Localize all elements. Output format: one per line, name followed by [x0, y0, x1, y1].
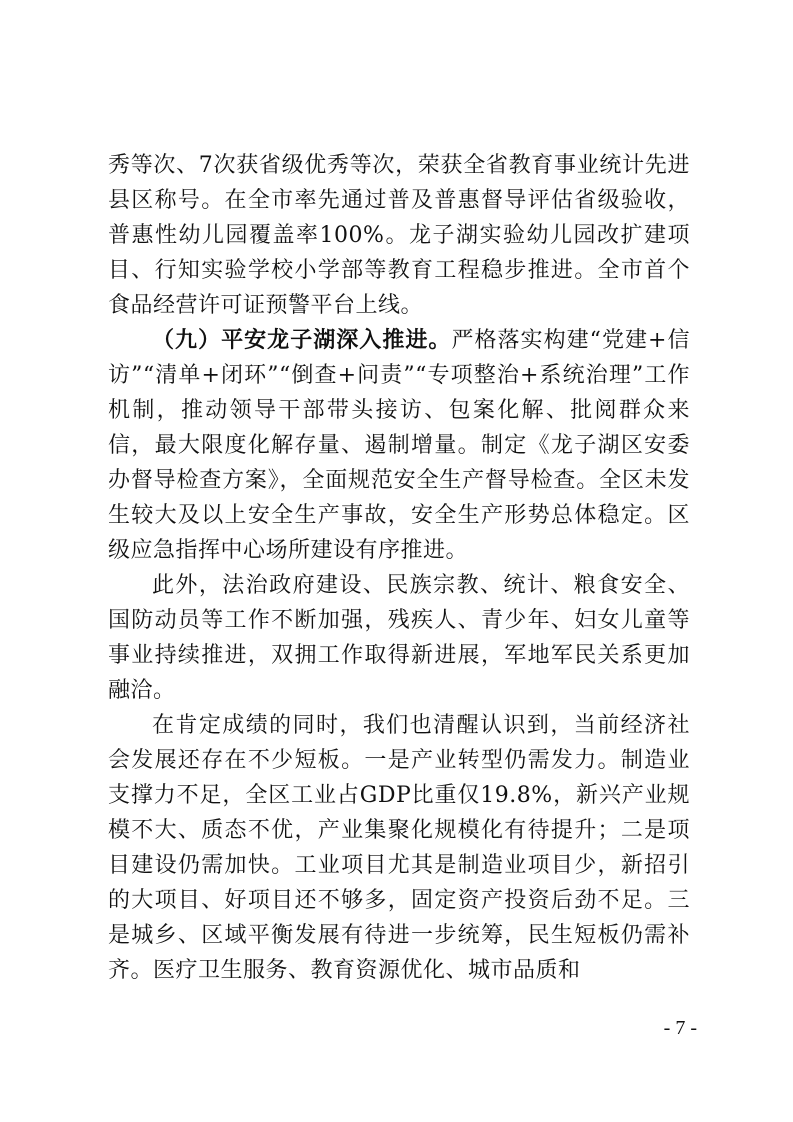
- paragraph-other-work: [108, 568, 690, 708]
- page-number: - 7 -: [663, 1017, 697, 1039]
- paragraph-education-continued: [108, 148, 690, 323]
- paragraph-public-safety: [108, 323, 690, 568]
- paragraph-shortcomings: [108, 708, 690, 988]
- document-page: [108, 148, 690, 988]
- paragraph-text: 秀等次、7次获省级优秀等次，荣获全省教育事业统计先进县区称号。在全市率先通过普及普惠督导评估省级验收，普惠性幼儿园覆盖率100%。龙子湖实验幼儿园改扩建项目、行知实验学校小学部等教育工程稳步推进。全市首个食品经营许可证预警平台上线。: [108, 153, 690, 318]
- paragraph-text: 在肯定成绩的同时，我们也清醒认识到，当前经济社会发展还存在不少短板。一是产业转型仍需发力。制造业支撑力不足，全区工业占GDP比重仅19.8%，新兴产业规模不大、质态不优，产业集聚化规模化有待提升；二是项目建设仍需加快。工业项目尤其是制造业项目少，新招引的大项目、好项目还不够多，固定资产投资后劲不足。三是城乡、区域平衡发展有待进一步统筹，民生短板仍需补齐。医疗卫生服务、教育资源优化、城市品质和: [108, 713, 690, 983]
- paragraph-text: 此外，法治政府建设、民族宗教、统计、粮食安全、国防动员等工作不断加强，残疾人、青少年、妇女儿童等事业持续推进，双拥工作取得新进展，军地军民关系更加融洽。: [108, 573, 690, 703]
- paragraph-text: 严格落实构建“党建+信访”“清单+闭环”“倒查+问责”“专项整治+系统治理”工作机制，推动领导干部带头接访、包案化解、批阅群众来信，最大限度化解存量、遏制增量。制定《龙子湖区安委办督导检查方案》，全面规范安全生产督导检查。全区未发生较大及以上安全生产事故，安全生产形势总体稳定。区级应急指挥中心场所建设有序推进。: [108, 328, 690, 563]
- section-heading-public-safety: （九）平安龙子湖深入推进。: [152, 328, 452, 353]
